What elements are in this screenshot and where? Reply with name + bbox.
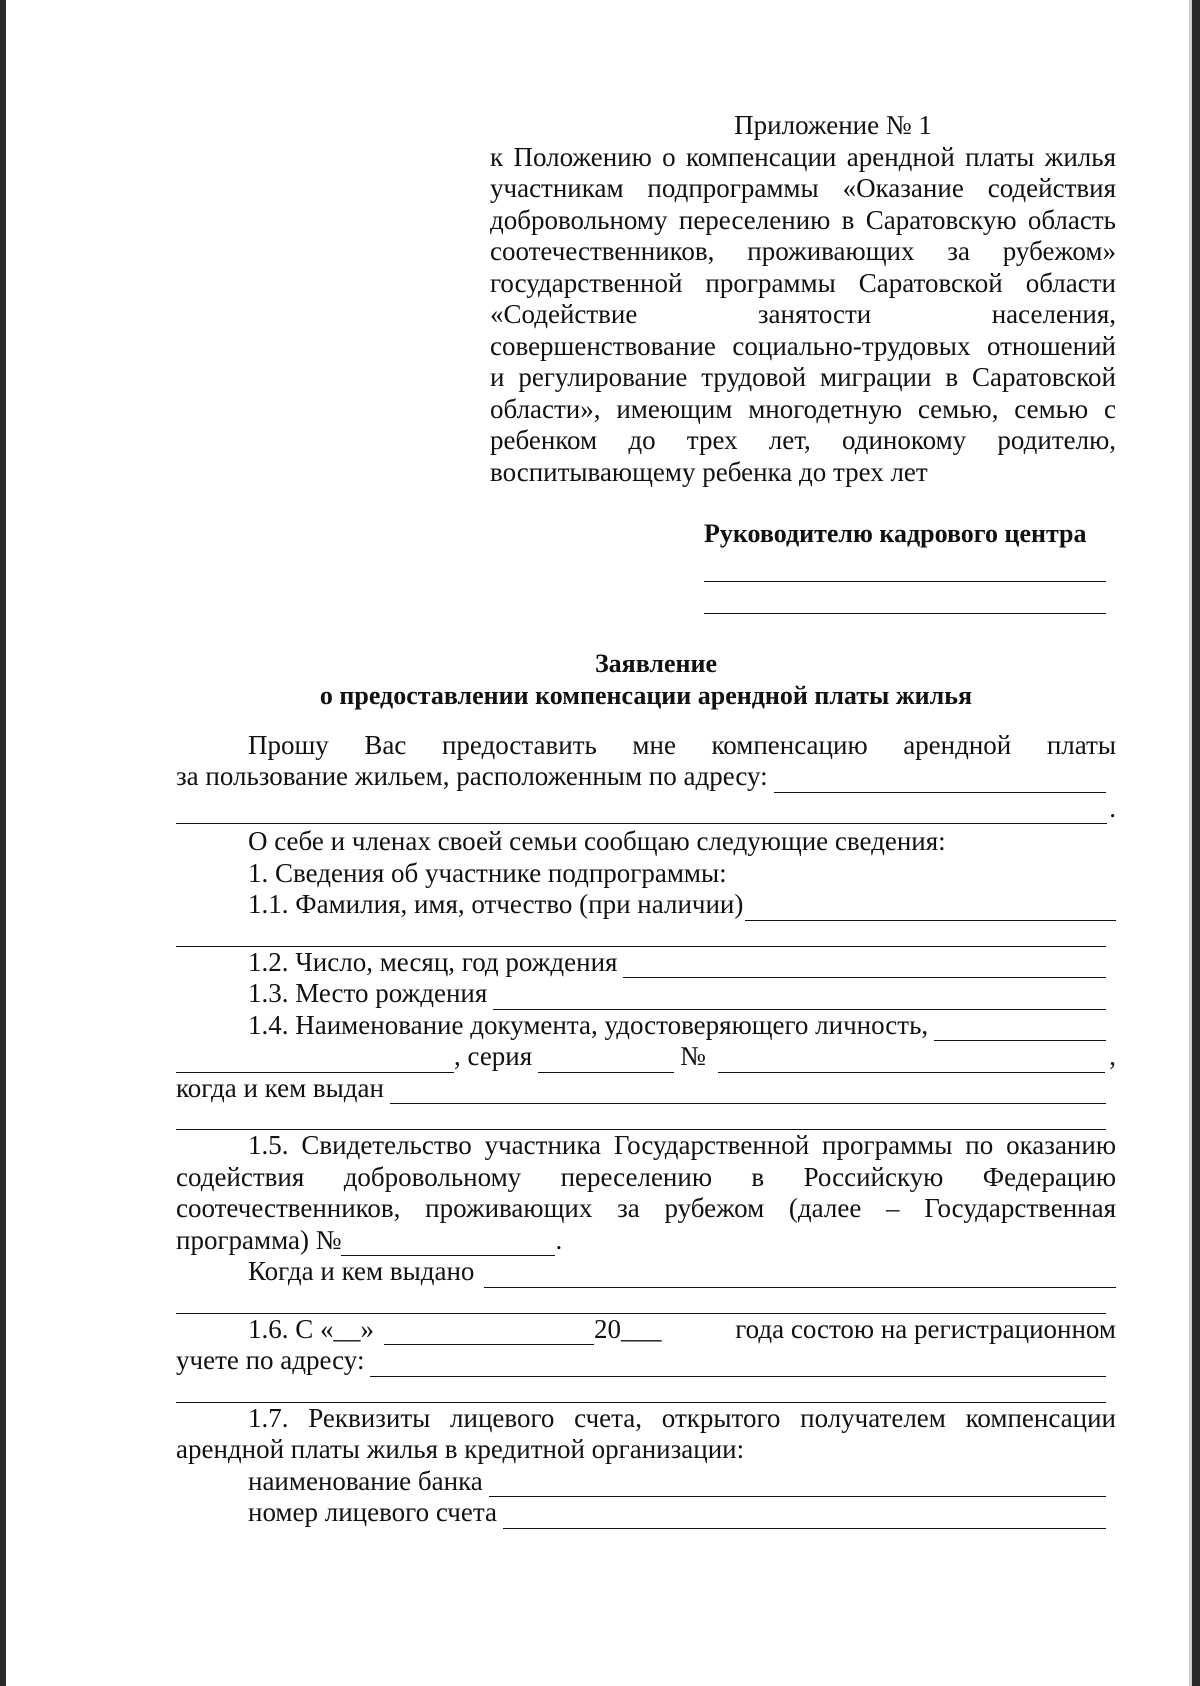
- field-1-6-suffix: года состою на регистрационном: [735, 1313, 1116, 1344]
- address-field-continued[interactable]: [176, 797, 1107, 824]
- account-number-label: номер лицевого счета: [248, 1497, 497, 1527]
- scan-edge-left: [0, 0, 6, 1686]
- issued-by-field[interactable]: [390, 1077, 1106, 1104]
- field-1-2-label: 1.2. Число, месяц, год рождения: [248, 946, 618, 977]
- issued-by-field-continued[interactable]: [176, 1104, 1106, 1130]
- registration-address-field[interactable]: [370, 1350, 1106, 1377]
- field-1-7-text-1: 1.7. Реквизиты лицевого счета, открытого получателем компенсации: [248, 1402, 1116, 1433]
- field-1-6: [176, 1314, 1116, 1346]
- field-1-4: [176, 1010, 1116, 1042]
- field-1-6-address: [176, 1345, 1116, 1377]
- field-1-5-text-4: программа) №: [176, 1224, 342, 1255]
- statement-heading: [176, 648, 1116, 712]
- field-1-3: [176, 978, 1116, 1010]
- field-issued-by: [176, 1073, 1116, 1105]
- field-1-5-text-1: 1.5. Свидетельство участника Государственной программы по оказанию: [248, 1130, 1116, 1160]
- document-number-field[interactable]: [718, 1046, 1105, 1073]
- certificate-period: .: [555, 1224, 563, 1255]
- birth-date-field[interactable]: [623, 951, 1106, 978]
- field-1-5-line-2: [176, 1162, 1116, 1194]
- statement-subtitle: о предоставлении компенсации арендной платы жилья: [319, 680, 973, 710]
- issued-by-label: когда и кем выдан: [176, 1072, 384, 1103]
- birth-place-field[interactable]: [493, 983, 1106, 1010]
- section-1-heading: 1. Сведения об участнике подпрограммы:: [248, 857, 727, 888]
- request-text-1: Прошу Вас предоставить мне компенсацию арендной платы: [248, 729, 1116, 760]
- address-field[interactable]: [774, 766, 1106, 793]
- certificate-issued-by-field[interactable]: [484, 1261, 1116, 1288]
- full-name-field[interactable]: [745, 894, 1116, 921]
- field-1-6-year: 20___: [594, 1313, 662, 1344]
- request-end-mark: .: [1109, 792, 1116, 823]
- document-page: [176, 110, 1116, 1529]
- number-label: №: [680, 1041, 706, 1071]
- info-intro: О себе и членах своей семьи сообщаю следующие сведения:: [248, 826, 946, 856]
- series-field[interactable]: [538, 1046, 674, 1073]
- field-1-3-label: 1.3. Место рождения: [248, 978, 488, 1008]
- field-1-5-line-1: [176, 1130, 1116, 1162]
- field-1-7-line-2: арендной платы жилья в кредитной организации:: [176, 1434, 745, 1464]
- statement-title: Заявление: [594, 648, 718, 678]
- field-1-5-text-3: соотечественников, проживающих за рубежом (далее – Государственная: [176, 1193, 1116, 1223]
- appendix-title: Приложение № 1: [734, 110, 932, 140]
- series-label: , серия: [454, 1041, 533, 1071]
- id-document-details: [176, 1041, 1116, 1073]
- info-section: [176, 826, 1116, 1529]
- issued-by-2-label: Когда и кем выдано: [248, 1256, 475, 1286]
- request-paragraph: [176, 730, 1116, 825]
- addressee-name-line[interactable]: [704, 550, 1106, 582]
- registration-month-field[interactable]: [384, 1318, 594, 1345]
- request-line-3: [176, 793, 1116, 825]
- field-1-7-line-1: [176, 1403, 1116, 1435]
- certificate-issued-by-field-continued[interactable]: [176, 1288, 1106, 1314]
- field-bank-name: [176, 1466, 1116, 1498]
- field-1-5-line-3: [176, 1193, 1116, 1225]
- registration-address-field-continued[interactable]: [176, 1377, 1106, 1403]
- addressee-block: [704, 518, 1106, 614]
- full-name-field-continued[interactable]: [176, 921, 1106, 947]
- addressee-title: Руководителю кадрового центра: [704, 519, 1087, 548]
- account-number-field[interactable]: [503, 1502, 1106, 1529]
- id-document-field[interactable]: [934, 1014, 1106, 1041]
- field-1-1: [176, 889, 1116, 921]
- field-1-4-label: 1.4. Наименование документа, удостоверяющего личность,: [248, 1009, 929, 1040]
- request-line-1: [176, 730, 1116, 762]
- field-issued-by-2: [176, 1256, 1116, 1288]
- field-1-5-line-4: [176, 1225, 1116, 1257]
- id-document-field-continued[interactable]: [176, 1046, 454, 1073]
- appendix-body: к Положению о компенсации арендной платы жилья участникам подпрограммы «Оказание содействия добровольному переселению в Саратовскую область соотечественников, проживающих за рубежом» государственной программы Саратовской области «Содействие занятости населения, совершенствование социально-трудовых отношений и регулирование трудовой миграции в Саратовской области», имеющим многодетную семью, семью с ребенком до трех лет, одинокому родителю, воспитывающему ребенка до трех лет: [490, 141, 1116, 487]
- certificate-number-field[interactable]: [341, 1229, 555, 1256]
- request-line-2: [176, 761, 1116, 793]
- field-1-1-label: 1.1. Фамилия, имя, отчество (при наличии): [248, 889, 744, 919]
- appendix-block: [490, 110, 1116, 488]
- scan-edge-right: [1192, 0, 1200, 1686]
- field-1-6-address-label: учете по адресу:: [176, 1345, 365, 1375]
- field-account-number: [176, 1497, 1116, 1529]
- number-comma: ,: [1109, 1041, 1116, 1071]
- bank-name-field[interactable]: [489, 1470, 1106, 1497]
- field-1-2: [176, 947, 1116, 979]
- field-1-5-text-2: содействия добровольному переселению в Российскую Федерацию: [176, 1161, 1116, 1192]
- addressee-name-line-2[interactable]: [704, 582, 1106, 614]
- bank-name-label: наименование банка: [248, 1465, 483, 1496]
- field-1-6-prefix: 1.6. С «__»: [248, 1313, 375, 1344]
- request-text-2: за пользование жильем, расположенным по адресу:: [176, 761, 768, 791]
